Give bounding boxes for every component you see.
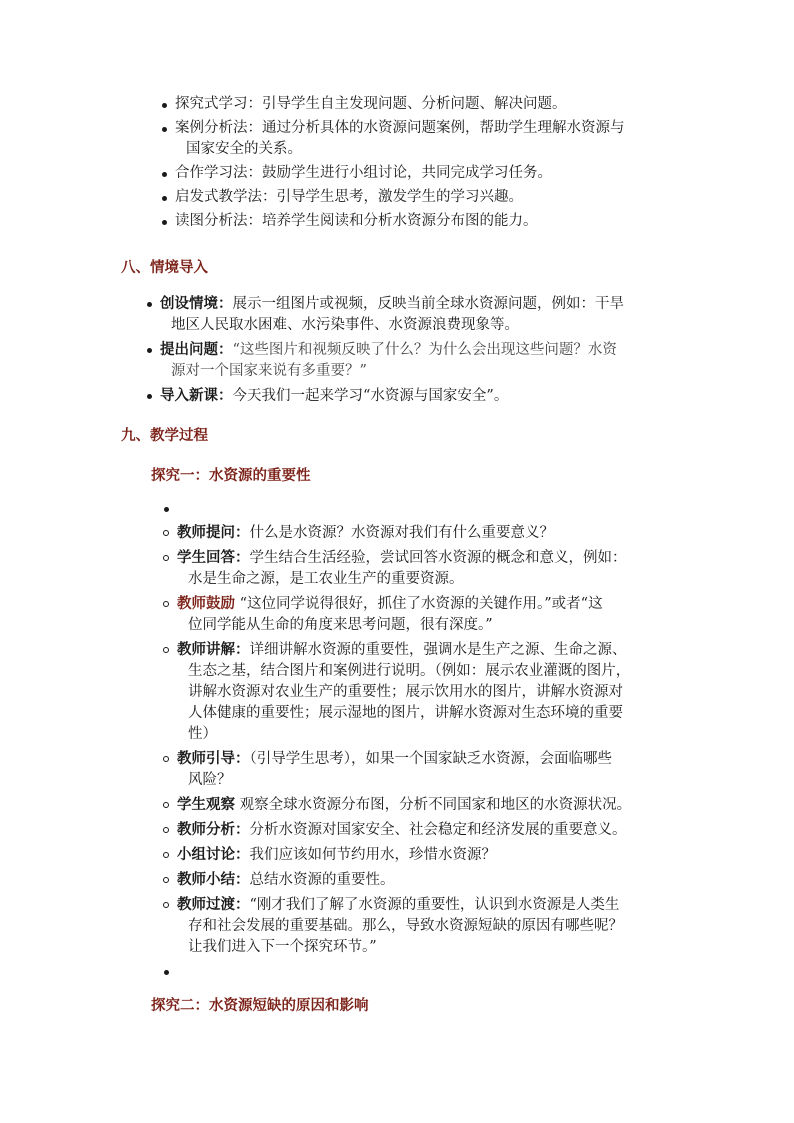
list-item: 启发式教学法：引导学生思考，激发学生的学习兴趣。: [160, 187, 700, 208]
list-item: 创设情境：展示一组图片或视频，反映当前全球水资源问题，例如：干旱 地区人民取水困难、水污染事件、水资源浪费现象等。: [145, 293, 705, 336]
teaching-methods-list: [160, 94, 700, 235]
list-item: 合作学习法：鼓励学生进行小组讨论，共同完成学习任务。: [160, 163, 700, 184]
list-item: 提出问题：“这些图片和视频反映了什么？为什么会出现这些问题？水资 源对一个国家来说有多重要？”: [145, 339, 705, 382]
list-item: 小组讨论：我们应该如何节约用水，珍惜水资源？: [162, 844, 702, 866]
list-item: 教师小结：总结水资源的重要性。: [162, 869, 702, 891]
list-item: 学生回答：学生结合生活经验，尝试回答水资源的概念和意义，例如： 水是生命之源，是工农业生产的重要资源。: [162, 547, 702, 590]
list-item: 教师提问：什么是水资源？水资源对我们有什么重要意义？: [162, 522, 702, 544]
subsection-heading-1: 探究一：水资源的重要性: [151, 467, 311, 484]
list-item: 教师引导：（引导学生思考），如果一个国家缺乏水资源，会面临哪些 风险？: [162, 748, 702, 791]
list-item: 教师鼓励 “这位同学说得很好，抓住了水资源的关键作用。”或者“这 位同学能从生命的角度来思考问题，很有深度。”: [162, 593, 702, 636]
list-item: 探究式学习：引导学生自主发现问题、分析问题、解决问题。: [160, 94, 700, 115]
list-item: 导入新课：今天我们一起来学习“水资源与国家安全”。: [145, 385, 705, 407]
list-item: 学生观察 观察全球水资源分布图，分析不同国家和地区的水资源状况。: [162, 794, 702, 816]
empty-list-item: [162, 498, 702, 519]
list-item: 教师过渡：“刚才我们了解了水资源的重要性，认识到水资源是人类生 存和社会发展的重要基础。那么，导致水资源短缺的原因有哪些呢？ 让我们进入下一个探究环节。”: [162, 894, 702, 958]
list-item: 教师分析：分析水资源对国家安全、社会稳定和经济发展的重要意义。: [162, 819, 702, 841]
empty-list-item: [162, 961, 702, 982]
list-item: 读图分析法：培养学生阅读和分析水资源分布图的能力。: [160, 211, 700, 232]
list-item: 案例分析法：通过分析具体的水资源问题案例，帮助学生理解水资源与 国家安全的关系。: [160, 118, 700, 160]
subsection-heading-2: 探究二：水资源短缺的原因和影响: [151, 997, 369, 1014]
teaching-process-list: [162, 498, 702, 985]
situation-intro-list: [145, 293, 705, 410]
section-heading-8: 八、情境导入: [121, 259, 208, 276]
list-item: 教师讲解：详细讲解水资源的重要性，强调水是生产之源、生命之源、 生态之基，结合图片和案例进行说明。（例如：展示农业灌溉的图片， 讲解水资源对农业生产的重要性；展示饮用水的图片，讲解水资源对 人体健康的重要性；展示湿地的图片，讲解水资源对生态环境的重要 性）: [162, 639, 702, 745]
section-heading-9: 九、教学过程: [121, 427, 208, 444]
